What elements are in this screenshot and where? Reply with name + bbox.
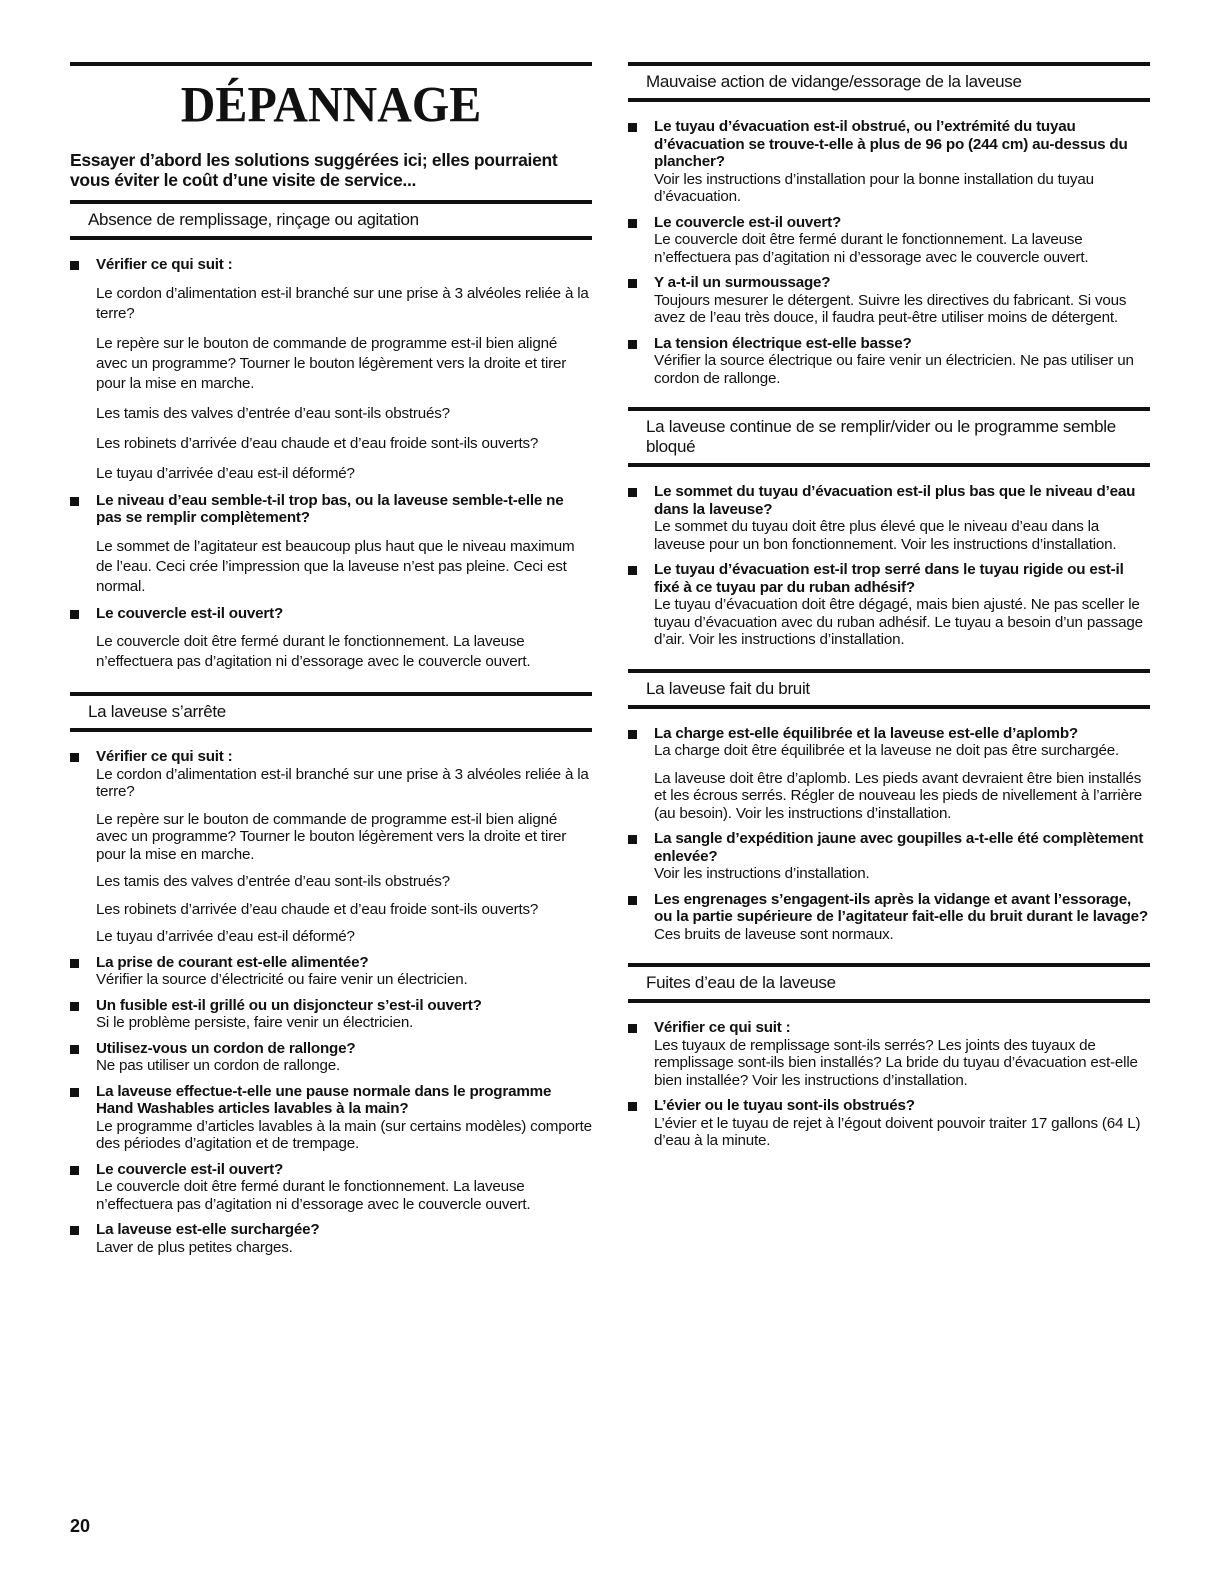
list-item xyxy=(70,1221,592,1256)
item-question: Les engrenages s’engagent-ils après la vidange et avant l’essorage, ou la partie supérieure de l’agitateur fait-elle du bruit durant le lavage? xyxy=(654,890,1148,925)
item-question: Le niveau d’eau semble-t-il trop bas, ou la laveuse semble-t-elle ne pas se remplir complètement? xyxy=(96,491,564,526)
square-bullet-icon xyxy=(70,1002,79,1011)
section-heading: Fuites d’eau de la laveuse xyxy=(628,963,1150,1003)
list-item xyxy=(70,605,592,673)
list-item xyxy=(70,256,592,484)
list-item xyxy=(70,748,592,946)
list-item xyxy=(628,118,1150,206)
item-question: L’évier ou le tuyau sont-ils obstrués? xyxy=(654,1097,915,1114)
item-answer: Le sommet de l’agitateur est beaucoup plus haut que le niveau maximum de l’eau. Ceci crée l’impression que la laveuse n’est pas pleine. Ceci est normal. xyxy=(96,537,575,595)
item-question: La charge est-elle équilibrée et la laveuse est-elle d’aplomb? xyxy=(654,724,1078,742)
square-bullet-icon xyxy=(628,566,637,575)
square-bullet-icon xyxy=(70,1045,79,1054)
list-item xyxy=(628,891,1150,944)
right-column xyxy=(628,62,1150,1170)
item-extra-text: Les robinets d’arrivée d’eau chaude et d’eau froide sont-ils ouverts? xyxy=(96,900,539,918)
item-question: La laveuse effectue-t-elle une pause normale dans le programme Hand Washables articles lavables à la main? xyxy=(96,1082,552,1117)
item-question: Le couvercle est-il ouvert? xyxy=(96,604,284,622)
item-question: Vérifier ce qui suit : xyxy=(96,256,233,273)
list-item xyxy=(628,830,1150,883)
item-answer: Si le problème persiste, faire venir un électricien. xyxy=(96,1014,414,1031)
square-bullet-icon xyxy=(70,753,79,762)
square-bullet-icon xyxy=(628,219,637,228)
item-answer: La charge doit être équilibrée et la laveuse ne doit pas être surchargée. xyxy=(654,742,1119,759)
item-answer: Vérifier la source d’électricité ou faire venir un électricien. xyxy=(96,971,468,988)
item-question: Utilisez-vous un cordon de rallonge? xyxy=(96,1039,356,1057)
list-item xyxy=(628,725,1150,823)
square-bullet-icon xyxy=(70,610,79,619)
list-item xyxy=(70,997,592,1032)
item-question: Vérifier ce qui suit : xyxy=(96,748,233,765)
item-extra-text: Les tamis des valves d’entrée d’eau sont-ils obstrués? xyxy=(96,404,450,422)
item-answer: Laver de plus petites charges. xyxy=(96,1238,293,1256)
troubleshooting-section xyxy=(70,692,592,1256)
intro-text: Essayer d’abord les solutions suggérées ici; elles pourraient vous éviter le coût d’une visite de service... xyxy=(70,150,558,190)
left-column xyxy=(70,62,592,1276)
item-answer: Toujours mesurer le détergent. Suivre les directives du fabricant. Si vous avez de l’eau très douce, il faudra peut-être utiliser moins de détergent. xyxy=(654,291,1127,326)
square-bullet-icon xyxy=(70,497,79,506)
item-question: La laveuse est-elle surchargée? xyxy=(96,1221,320,1238)
item-question: Le couvercle est-il ouvert? xyxy=(654,213,842,231)
section-heading: Absence de remplissage, rinçage ou agitation xyxy=(70,200,592,240)
list-item xyxy=(70,492,592,597)
square-bullet-icon xyxy=(70,959,79,968)
list-item xyxy=(70,1083,592,1153)
item-answer: Le programme d’articles lavables à la main (sur certains modèles) comporte des périodes d’agitation et de trempage. xyxy=(96,1117,592,1152)
list-item xyxy=(628,274,1150,327)
left-sections xyxy=(70,200,592,1256)
item-answer: Le sommet du tuyau doit être plus élevé que le niveau d’eau dans la laveuse pour un bon fonctionnement. Voir les instructions d’installation. xyxy=(654,518,1117,553)
square-bullet-icon xyxy=(70,261,79,270)
square-bullet-icon xyxy=(628,123,637,132)
section-heading: La laveuse fait du bruit xyxy=(628,669,1150,709)
list-item xyxy=(70,1161,592,1214)
square-bullet-icon xyxy=(628,730,637,739)
item-extra-text: Les tamis des valves d’entrée d’eau sont-ils obstrués? xyxy=(96,873,450,890)
item-answer: Voir les instructions d’installation pour la bonne installation du tuyau d’évacuation. xyxy=(654,170,1094,205)
item-answer: Le cordon d’alimentation est-il branché sur une prise à 3 alvéoles reliée à la terre? xyxy=(96,765,589,800)
item-answer: Le tuyau d’évacuation doit être dégagé, mais bien ajusté. Ne pas sceller le tuyau d’évacuation avec du ruban adhésif. Le tuyau a besoin d’un passage d’air. Voir les instructions d’installation. xyxy=(654,596,1143,648)
square-bullet-icon xyxy=(70,1166,79,1175)
item-question: Le sommet du tuyau d’évacuation est-il plus bas que le niveau d’eau dans la laveuse? xyxy=(654,483,1136,518)
item-answer: Ces bruits de laveuse sont normaux. xyxy=(654,925,894,943)
item-answer: Le cordon d’alimentation est-il branché sur une prise à 3 alvéoles reliée à la terre? xyxy=(96,284,589,322)
item-question: La sangle d’expédition jaune avec goupilles a-t-elle été complètement enlevée? xyxy=(654,830,1144,865)
title-block xyxy=(70,62,592,132)
list-item xyxy=(628,1097,1150,1150)
item-answer: Vérifier la source électrique ou faire venir un électricien. Ne pas utiliser un cordon de rallonge. xyxy=(654,352,1134,387)
item-extra-text: Le repère sur le bouton de commande de programme est-il bien aligné avec un programme? Tourner le bouton légèrement vers la droite et tirer pour la mise en marche. xyxy=(96,334,567,392)
list-item xyxy=(628,335,1150,388)
item-question: Y a-t-il un surmoussage? xyxy=(654,274,831,291)
item-question: Le couvercle est-il ouvert? xyxy=(96,1160,284,1178)
item-extra-text: Le tuyau d’arrivée d’eau est-il déformé? xyxy=(96,928,355,945)
list-item xyxy=(70,1040,592,1075)
item-answer: Ne pas utiliser un cordon de rallonge. xyxy=(96,1057,340,1074)
square-bullet-icon xyxy=(628,488,637,497)
square-bullet-icon xyxy=(628,1102,637,1111)
item-question: La prise de courant est-elle alimentée? xyxy=(96,953,369,971)
list-item xyxy=(628,483,1150,553)
item-answer: Le couvercle doit être fermé durant le fonctionnement. La laveuse n’effectuera pas d’agitation ni d’essorage avec le couvercle ouvert. xyxy=(96,633,531,670)
item-extra-text: Le tuyau d’arrivée d’eau est-il déformé? xyxy=(96,464,355,482)
item-answer: Voir les instructions d’installation. xyxy=(654,865,870,882)
item-question: Un fusible est-il grillé ou un disjoncteur s’est-il ouvert? xyxy=(96,996,482,1014)
section-heading: La laveuse continue de se remplir/vider ou le programme semble bloqué xyxy=(628,407,1150,467)
square-bullet-icon xyxy=(70,1226,79,1235)
list-item xyxy=(628,561,1150,649)
right-sections xyxy=(628,62,1150,1150)
square-bullet-icon xyxy=(628,896,637,905)
square-bullet-icon xyxy=(628,835,637,844)
list-item xyxy=(628,1019,1150,1089)
item-answer: Le couvercle doit être fermé durant le fonctionnement. La laveuse n’effectuera pas d’agitation ni d’essorage avec le couvercle ouvert. xyxy=(654,231,1089,266)
item-extra-text: La laveuse doit être d’aplomb. Les pieds avant devraient être bien installés et les écrous serrés. Régler de nouveau les pieds de nivellement à l’arrière (au besoin). Voir les instructions d’installation. xyxy=(654,769,1142,822)
troubleshooting-section xyxy=(628,669,1150,944)
square-bullet-icon xyxy=(628,279,637,288)
section-heading: La laveuse s’arrête xyxy=(70,692,592,732)
item-question: Vérifier ce qui suit : xyxy=(654,1019,791,1036)
item-extra-text: Le repère sur le bouton de commande de programme est-il bien aligné avec un programme? Tourner le bouton légèrement vers la droite et tirer pour la mise en marche. xyxy=(96,810,567,863)
square-bullet-icon xyxy=(628,1024,637,1033)
item-question: Le tuyau d’évacuation est-il obstrué, ou l’extrémité du tuyau d’évacuation se trouve-t-elle à plus de 96 po (244 cm) au-dessus du plancher? xyxy=(654,118,1128,170)
page-number: 20 xyxy=(70,1516,91,1536)
troubleshooting-section xyxy=(70,200,592,672)
square-bullet-icon xyxy=(628,340,637,349)
page-title: DÉPANNAGE xyxy=(180,77,482,134)
list-item xyxy=(70,954,592,989)
list-item xyxy=(628,214,1150,267)
item-extra-text: Les robinets d’arrivée d’eau chaude et d’eau froide sont-ils ouverts? xyxy=(96,434,539,452)
troubleshooting-section xyxy=(628,407,1150,649)
item-answer: L’évier et le tuyau de rejet à l’égout doivent pouvoir traiter 17 gallons (64 L) d’eau à la minute. xyxy=(654,1114,1141,1149)
item-answer: Les tuyaux de remplissage sont-ils serrés? Les joints des tuyaux de remplissage sont-ils bien installés? La bride du tuyau d’évacuation est-elle bien installée? Voir les instructions d’installation. xyxy=(654,1036,1138,1089)
item-question: Le tuyau d’évacuation est-il trop serré dans le tuyau rigide ou est-il fixé à ce tuyau par du ruban adhésif? xyxy=(654,561,1124,596)
square-bullet-icon xyxy=(70,1088,79,1097)
item-question: La tension électrique est-elle basse? xyxy=(654,334,912,352)
section-heading: Mauvaise action de vidange/essorage de la laveuse xyxy=(628,62,1150,102)
troubleshooting-section xyxy=(628,62,1150,387)
troubleshooting-section xyxy=(628,963,1150,1150)
item-answer: Le couvercle doit être fermé durant le fonctionnement. La laveuse n’effectuera pas d’agitation ni d’essorage avec le couvercle ouvert. xyxy=(96,1178,531,1213)
